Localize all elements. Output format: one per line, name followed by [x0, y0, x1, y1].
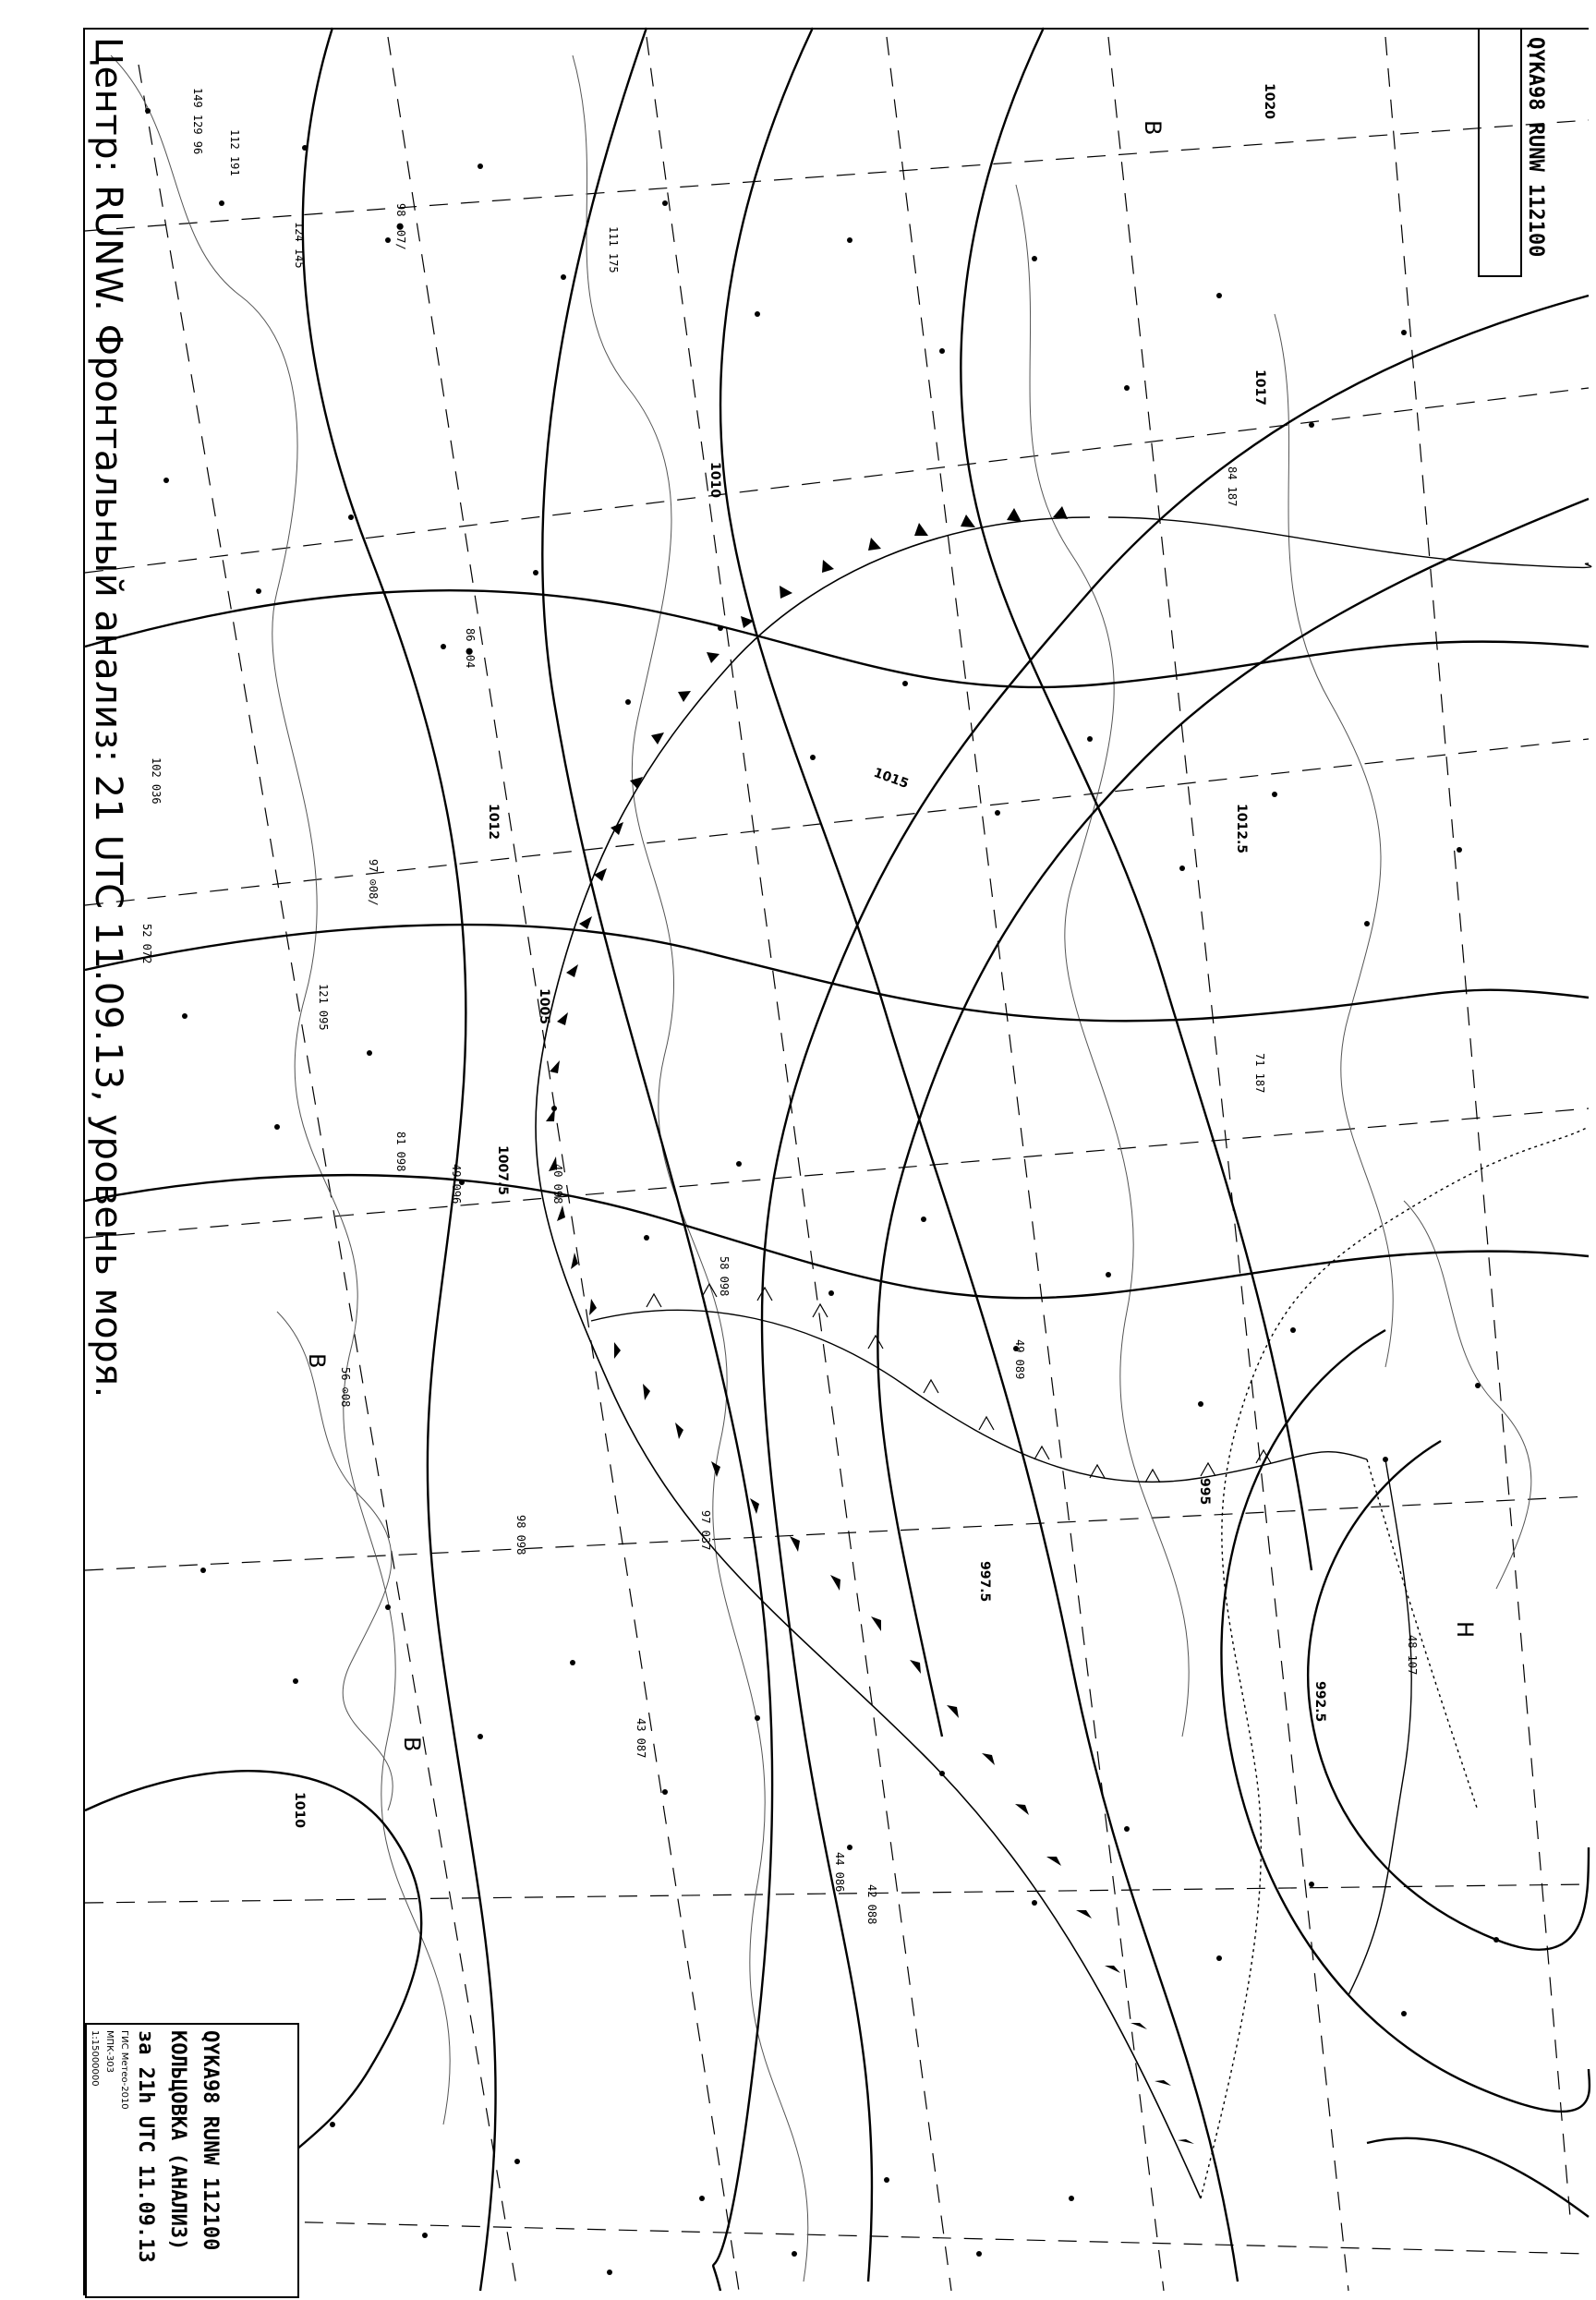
station-plot: 97 037 — [699, 1510, 712, 1551]
isobar-label: 1012.5 — [1234, 804, 1249, 854]
high-center-label: B — [399, 1737, 425, 1752]
header-code: QYKA98 RUNW 112100 — [1524, 37, 1547, 258]
station-plot: 71 187 — [1253, 1053, 1266, 1094]
station-dots — [145, 108, 1499, 2275]
isobar-label: 1020 — [1262, 83, 1276, 119]
station-plot: 112 191 — [228, 129, 241, 176]
stamp-time: за 21h UTC 11.09.13 — [134, 2030, 157, 2263]
graticule — [85, 37, 1589, 2291]
isobar-label: 995 — [1197, 1478, 1212, 1506]
isobar-label: 997.5 — [977, 1561, 992, 1603]
station-plot: 121 095 — [317, 984, 330, 1031]
station-plot: 52 072 — [140, 924, 153, 964]
stamp-scale: 1:15000000 — [90, 2030, 100, 2087]
station-plot: 48 107 — [1406, 1635, 1419, 1676]
map-title: Центр: RUNW. Фронтальный анализ: 21 UTC 11.09.13, уровень моря. — [87, 37, 129, 1398]
station-plot: 124 145 — [293, 222, 306, 269]
isobar-label: 1017 — [1252, 369, 1267, 406]
station-plot: 102 036 — [150, 757, 163, 805]
isobar-label: 1015 — [871, 765, 911, 793]
station-plot: 42 088 — [865, 1884, 878, 1925]
stamp-product: КОЛЬЦОВКА (АНАЛИЗ) — [166, 2030, 189, 2251]
station-plot: 98 ●07/ — [394, 203, 407, 250]
isobar-labels — [292, 83, 1327, 1828]
isobar-label: 1010 — [707, 462, 722, 498]
station-plot: 149 129 96 — [191, 88, 204, 155]
cold-front — [536, 517, 1201, 2198]
station-plot: 43 087 — [635, 1718, 647, 1759]
station-plot: 86 ●04 — [464, 628, 477, 669]
isobar-label: 1005 — [537, 988, 551, 1024]
isobar-label: 1010 — [292, 1792, 307, 1828]
isobar-label: 1012 — [486, 804, 501, 840]
stamp-code: QYKA98 RUNW 112100 — [199, 2030, 222, 2251]
station-plot: 84 187 — [1226, 466, 1239, 507]
high-center-label: B — [1140, 120, 1166, 136]
station-plot: 40 098 — [551, 1164, 564, 1204]
station-plot: 49 089 — [1013, 1339, 1026, 1380]
high-center-label: B — [304, 1353, 330, 1369]
stamp-software: ГИС Метео-2010 — [119, 2030, 129, 2110]
stamp-workstation: МПК-303 — [104, 2030, 115, 2073]
header-code-box — [1478, 28, 1522, 277]
station-plot: 56 ⊙08 — [339, 1367, 352, 1408]
isobar-label: 1007.5 — [495, 1145, 510, 1196]
isobar-label: 992.5 — [1312, 1681, 1327, 1723]
station-plot: 98 098 — [514, 1515, 527, 1556]
warm-front-marks — [647, 1284, 1271, 1483]
station-plot: 44 086 — [833, 1852, 846, 1893]
station-plot: 111 175 — [607, 226, 620, 273]
low-center-label: H — [1452, 1621, 1478, 1639]
info-stamp — [85, 2023, 299, 2298]
station-plot: 49 096 — [450, 1164, 463, 1204]
station-plot: 81 098 — [394, 1132, 407, 1172]
station-plot: 58 098 — [718, 1256, 731, 1297]
station-plot: 97 ⊙08/ — [367, 859, 380, 906]
station-plots — [140, 88, 1419, 1924]
isobars — [85, 28, 1590, 2291]
coastlines — [111, 55, 1531, 2282]
